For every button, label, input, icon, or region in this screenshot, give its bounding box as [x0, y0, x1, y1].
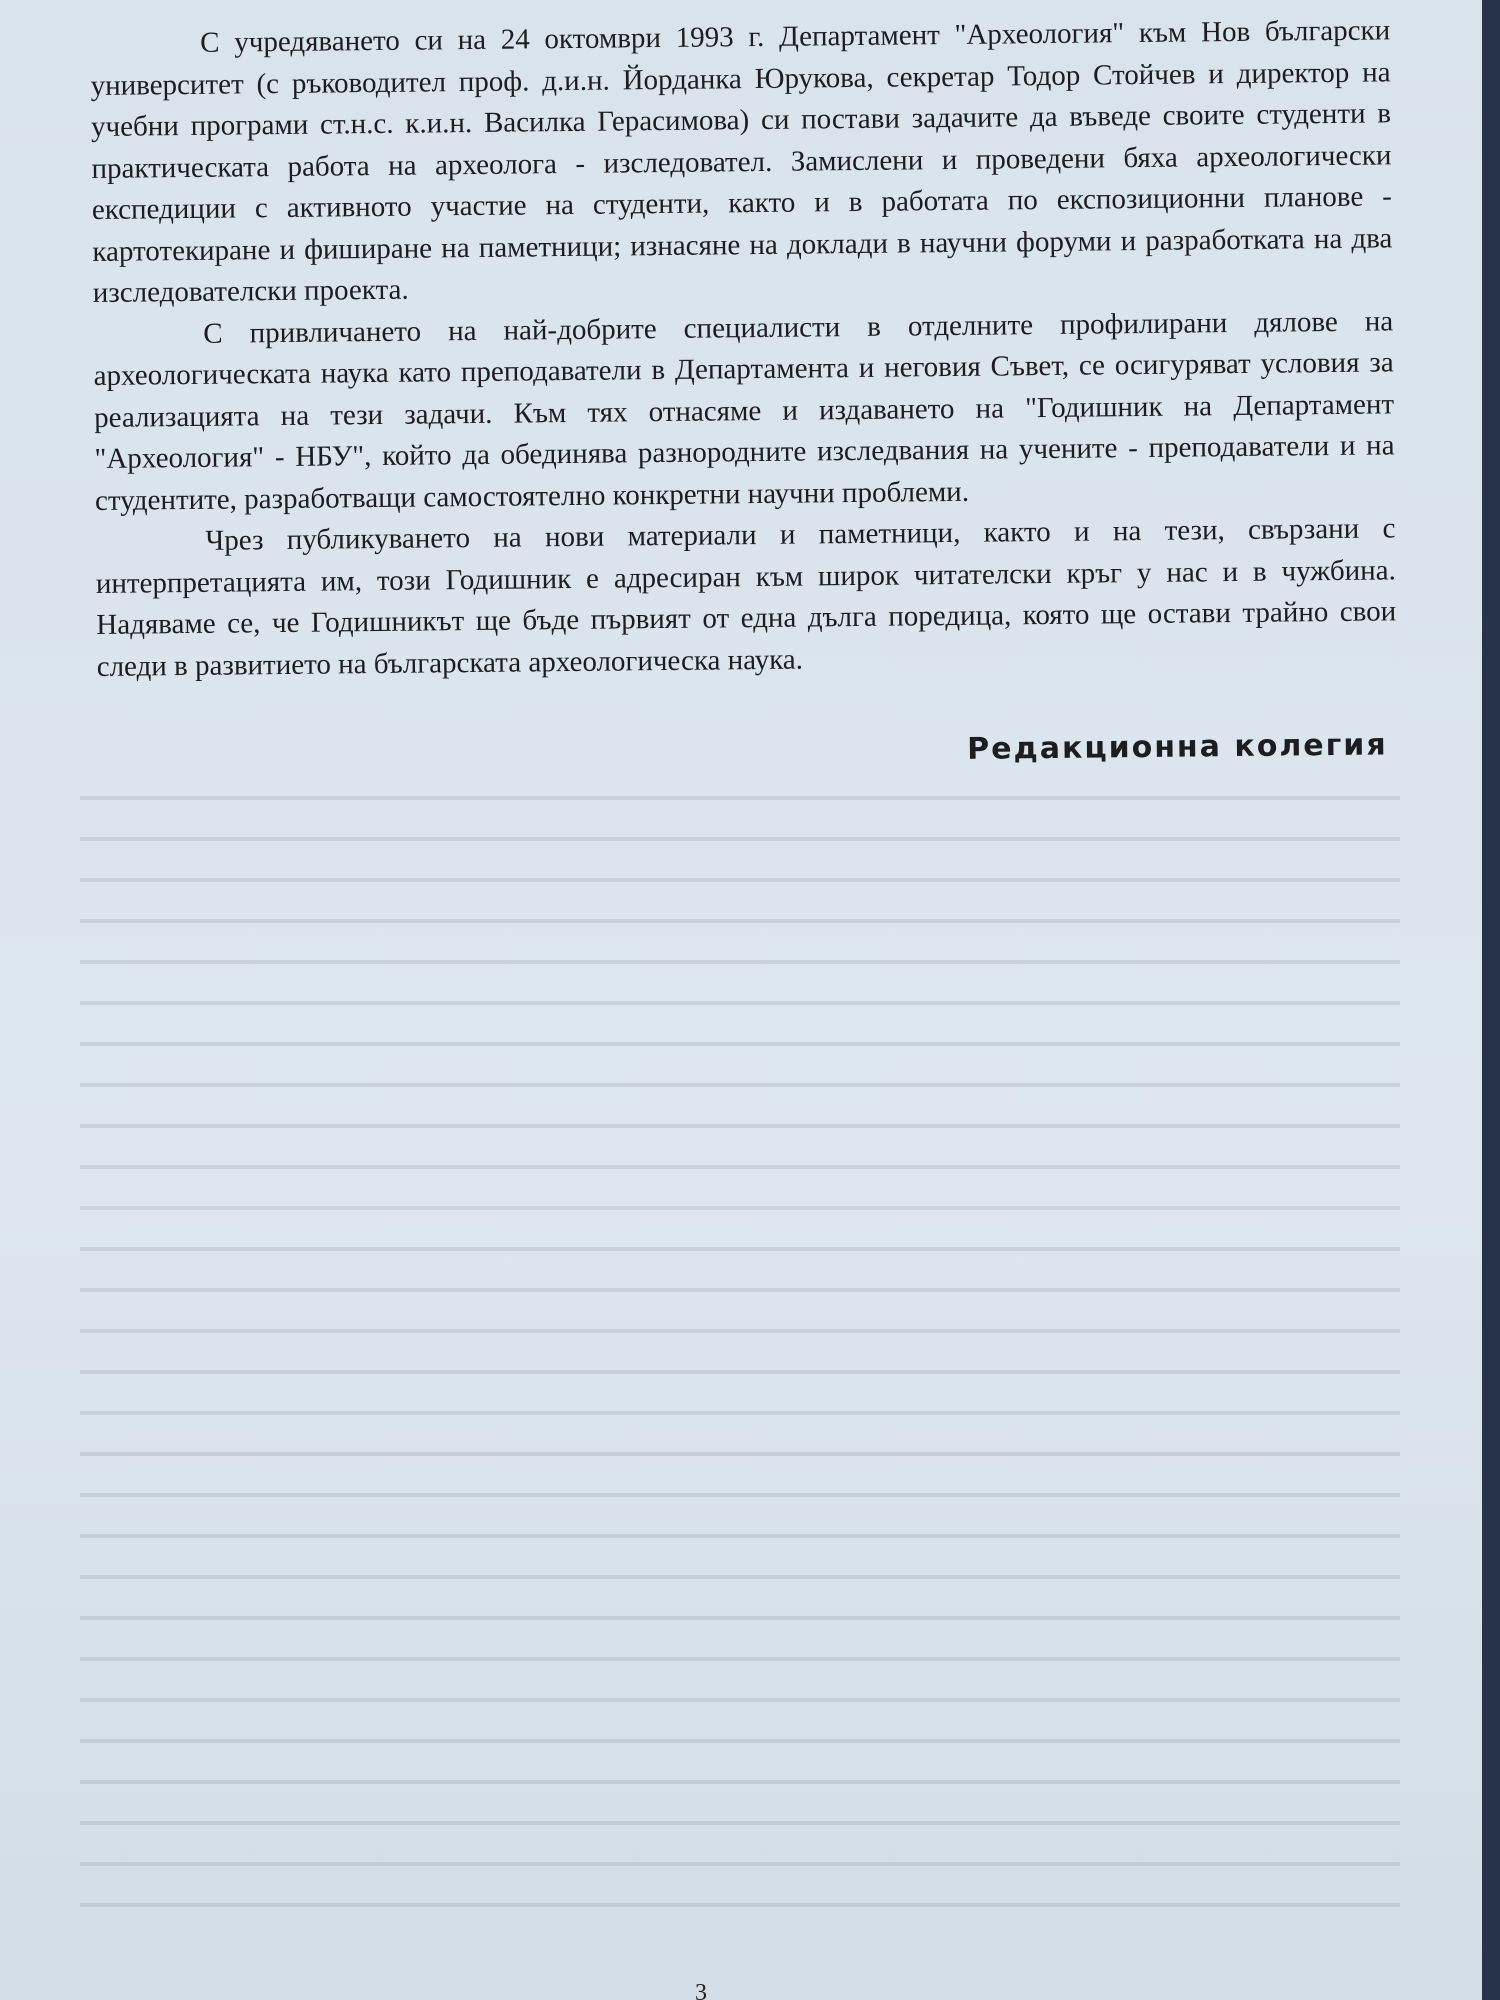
paragraph-3: Чрез публикуването на нови материали и паметници, както и на тези, свързани с интерпретацията им, този Годишник е адресиран към широк читателски кръг у нас и в чужбина. Надяваме се, че Годишникът ще бъде първият от една дълга поредица, която ще остави трайно свои следи в развитието на българската археологическа наука.	[95, 512, 1397, 683]
paragraph-2: С привличането на най-добрите специалисти в отделните профилирани дялове на археологическата наука като преподаватели в Департамента и неговия Съвет, се осигуряват условия за реализацията на тези задачи. Към тях отнасяме и издаването на "Годишник на Департамент "Археология" - НБУ", който да обединява разнородните изследвания на учените - преподаватели и на студентите, разработващи самостоятелно конкретни научни проблеми.	[93, 304, 1395, 517]
paragraph-1: С учредяването си на 24 октомври 1993 г. Департамент "Археология" към Нов български университет (с ръководител проф. д.и.н. Йорданка Юрукова, секретар Тодор Стойчев и директор на учебни програми ст.н.с. к.и.н. Василка Герасимова) си постави задачите да въведе своите студенти в практическата работа на археолога - изследовател. Замислени и проведени бяха археологически експедиции с активното участие на студенти, както и в работата по експозиционни планове - картотекиране и фиширане на паметници; изнасяне на доклади в научни форуми и разработката на два изследователски проекта.	[90, 14, 1393, 309]
book-edge	[1482, 0, 1500, 2000]
page-number: 3	[695, 1980, 707, 2000]
show-through-text	[80, 770, 1400, 1920]
signature: Редакционна колегия	[967, 727, 1388, 767]
document-body	[90, 10, 1398, 779]
